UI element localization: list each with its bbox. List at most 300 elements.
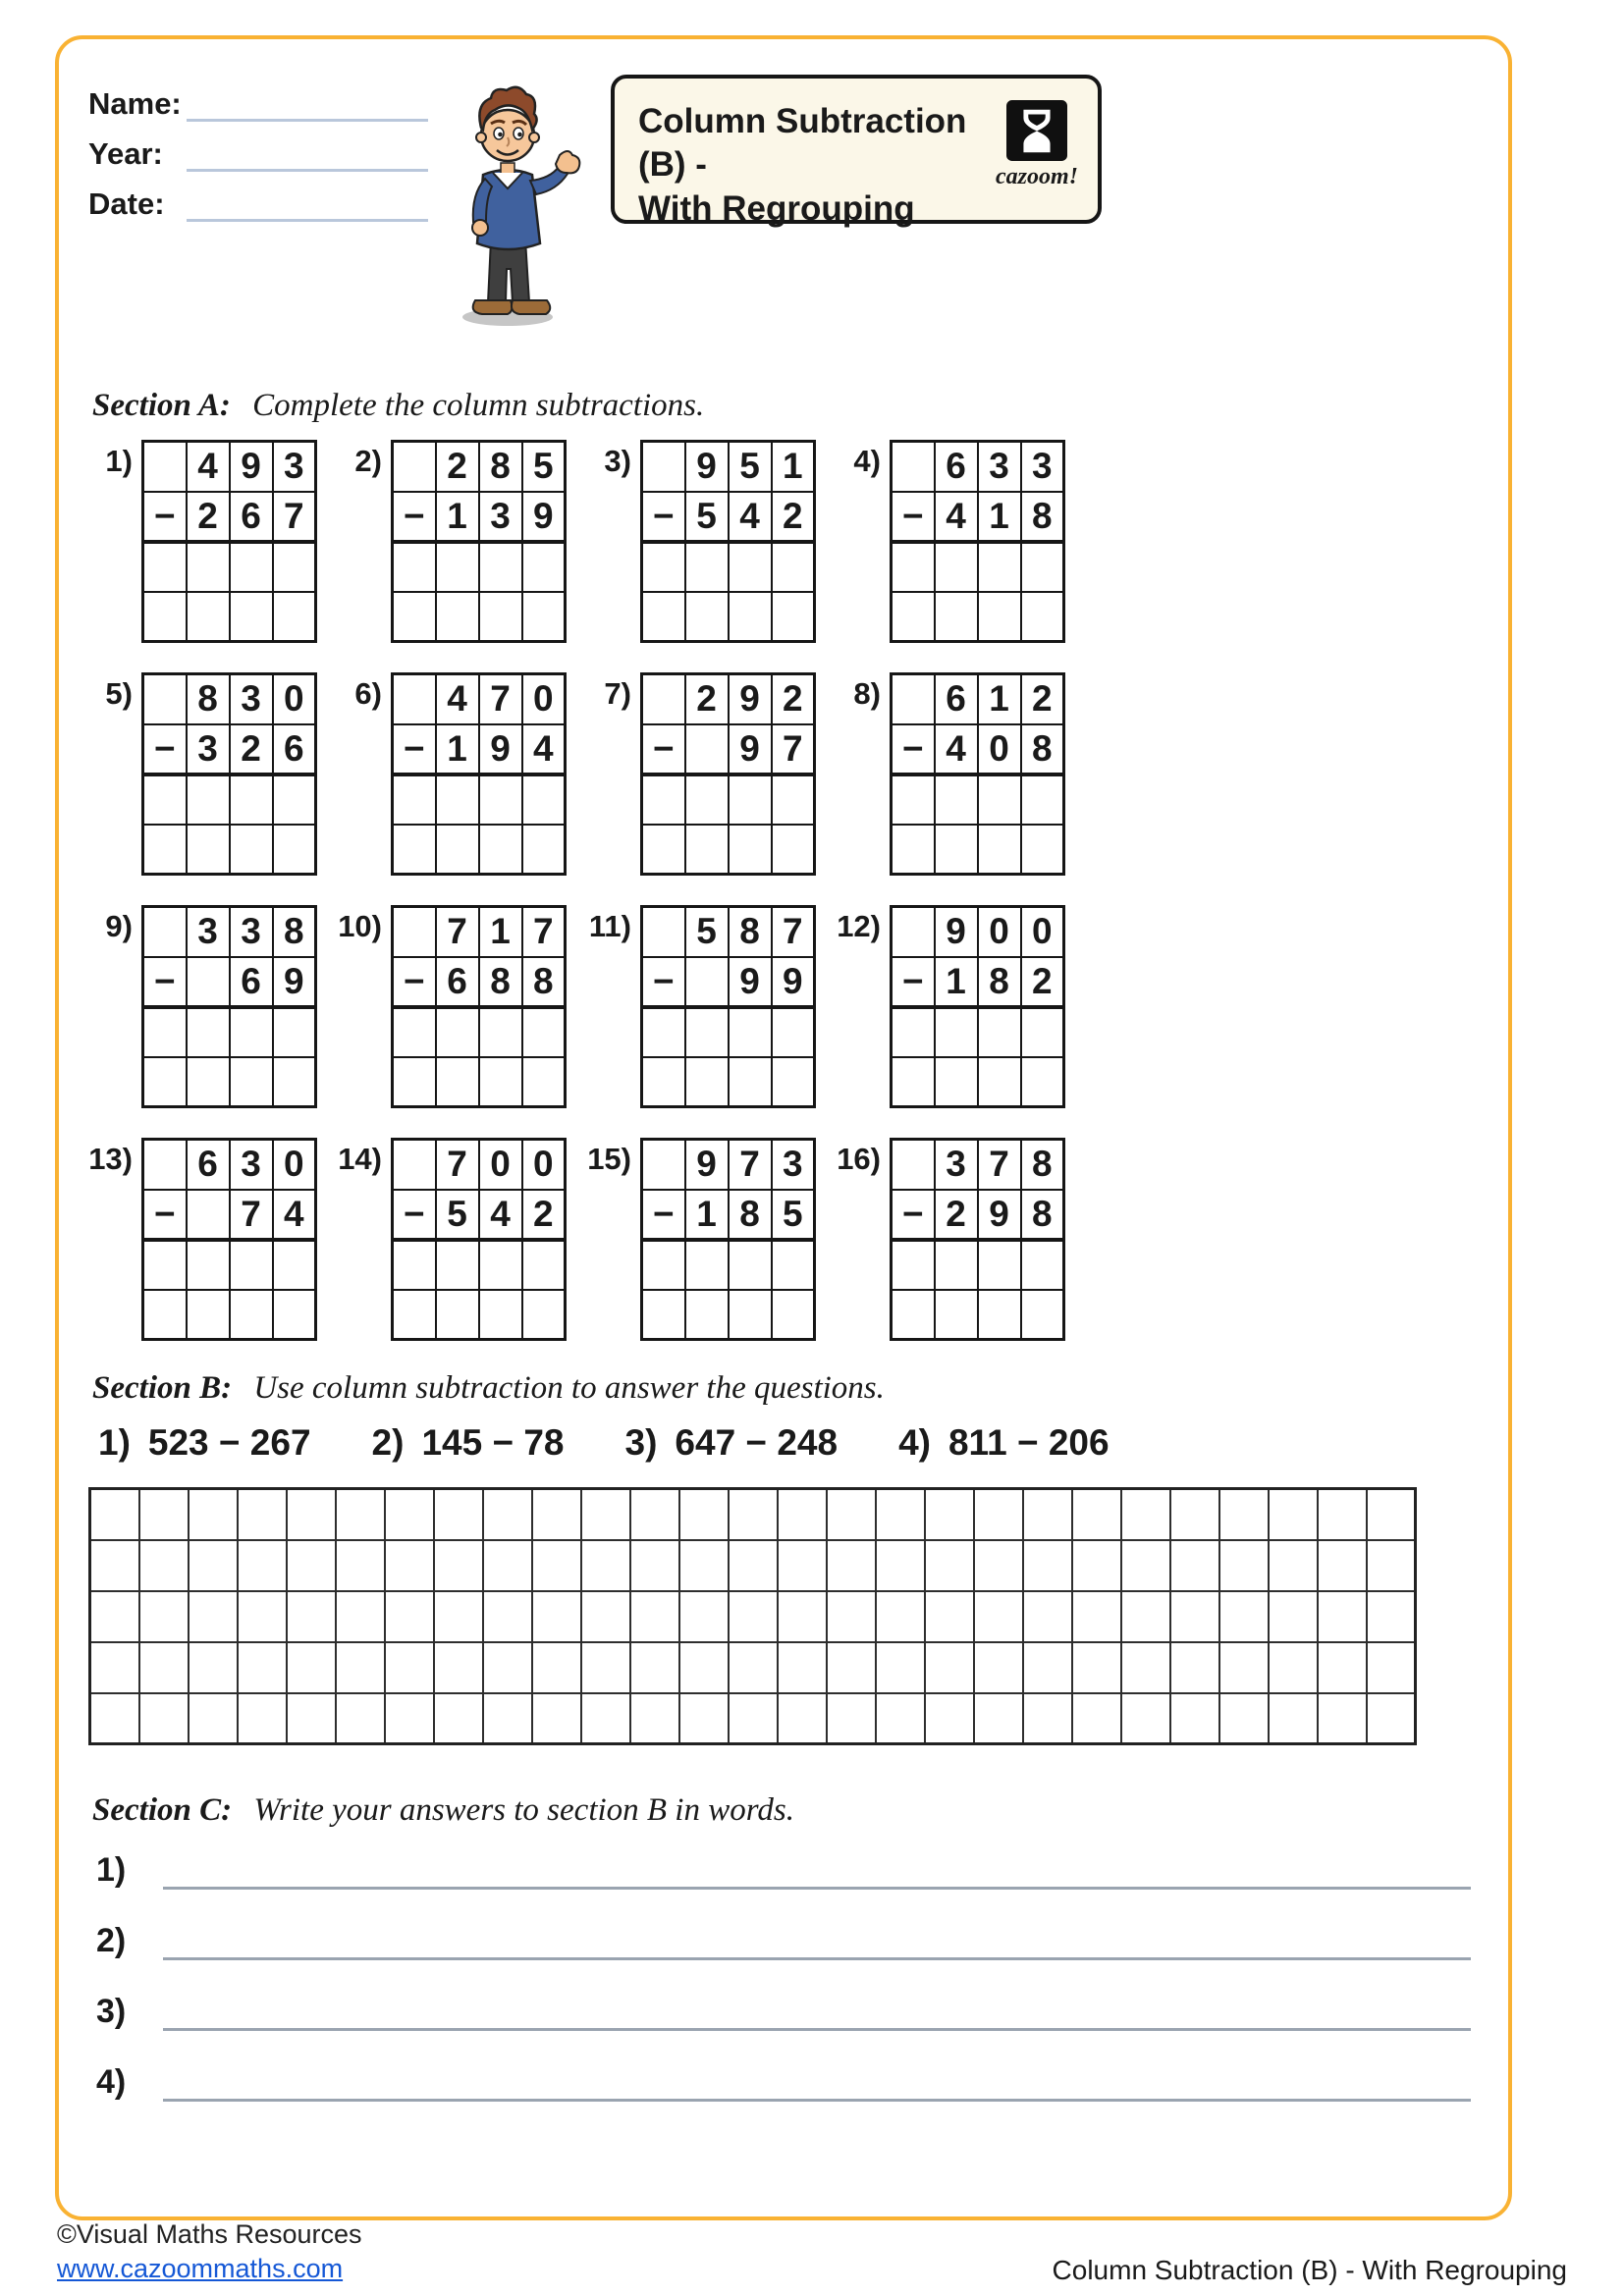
problem-cell <box>522 542 566 592</box>
problem-cell <box>892 1007 935 1057</box>
problem-cell <box>436 825 479 875</box>
problem-cell <box>642 825 685 875</box>
problem-cell: 6 <box>230 492 273 542</box>
problem-cell <box>685 724 729 774</box>
problem-cell: 2 <box>685 674 729 724</box>
problem-cell <box>729 1290 772 1340</box>
problem-cell: − <box>393 957 436 1007</box>
problem-cell: 9 <box>935 907 978 957</box>
year-field-row <box>88 136 428 172</box>
working-grid-cell <box>581 1693 630 1744</box>
answer-line <box>163 1986 1471 2031</box>
working-grid-cell <box>1121 1489 1170 1540</box>
section-a-heading <box>92 388 1475 424</box>
problem-cell <box>143 674 187 724</box>
working-grid-cell <box>1023 1540 1072 1591</box>
problem-cell: 2 <box>772 492 815 542</box>
problem-cell: 8 <box>187 674 230 724</box>
working-grid-cell <box>1269 1540 1318 1591</box>
problem-cell <box>273 1290 316 1340</box>
problem-cell: 2 <box>187 492 230 542</box>
problem-cell <box>935 1240 978 1290</box>
problem <box>338 905 587 1108</box>
problem-cell: 3 <box>772 1140 815 1190</box>
problem-cell <box>479 542 522 592</box>
problem-cell <box>642 542 685 592</box>
problem-cell <box>479 592 522 642</box>
problem-cell <box>230 542 273 592</box>
working-grid-cell <box>630 1693 679 1744</box>
problem-cell <box>1021 774 1064 825</box>
working-grid-cell <box>90 1489 139 1540</box>
problem-cell <box>892 1140 935 1190</box>
working-grid-cell <box>925 1693 974 1744</box>
problem-cell: 3 <box>187 724 230 774</box>
problem-label: 11) <box>588 909 631 943</box>
answer-row <box>96 1844 1471 1890</box>
problem-cell: 9 <box>522 492 566 542</box>
problem-cell <box>642 1290 685 1340</box>
problem-grid <box>890 905 1065 1108</box>
problem-cell: 5 <box>436 1190 479 1240</box>
working-grid-cell <box>1023 1642 1072 1693</box>
problem-cell: 9 <box>273 957 316 1007</box>
problem-cell: 4 <box>273 1190 316 1240</box>
problem-grid <box>141 905 317 1108</box>
problem-label: 14) <box>338 1142 382 1176</box>
student-fields <box>88 75 428 237</box>
problem-cell: 1 <box>935 957 978 1007</box>
problem-cell: 8 <box>479 957 522 1007</box>
problem-cell <box>393 1007 436 1057</box>
problem <box>587 905 837 1108</box>
problem-cell: 1 <box>685 1190 729 1240</box>
problem-cell: − <box>143 957 187 1007</box>
problem-cell: 4 <box>935 724 978 774</box>
working-grid-cell <box>532 1642 581 1693</box>
problem-cell: 8 <box>479 442 522 492</box>
problem-cell <box>729 1007 772 1057</box>
problem-cell <box>685 1057 729 1107</box>
working-grid-cell <box>1170 1540 1219 1591</box>
problem-cell <box>436 774 479 825</box>
working-grid-cell <box>434 1489 483 1540</box>
problem-grid <box>890 440 1065 643</box>
problem-cell: 3 <box>935 1140 978 1190</box>
problem-cell: 5 <box>685 492 729 542</box>
problems-row <box>88 905 1475 1108</box>
problem-cell <box>642 592 685 642</box>
working-grid-cell <box>679 1693 729 1744</box>
problem-cell: 4 <box>187 442 230 492</box>
working-grid-cell <box>679 1642 729 1693</box>
problem-cell: 4 <box>935 492 978 542</box>
problem-grid <box>640 905 816 1108</box>
problem-cell: − <box>892 724 935 774</box>
problem-grid <box>141 1138 317 1341</box>
answer-line <box>163 1844 1471 1890</box>
problem <box>587 440 837 643</box>
problem-cell: 8 <box>1021 492 1064 542</box>
year-line <box>187 138 428 172</box>
working-grid-cell <box>238 1540 287 1591</box>
problem-cell <box>685 592 729 642</box>
problem-cell <box>522 1240 566 1290</box>
working-grid-cell <box>1072 1642 1121 1693</box>
working-grid-cell <box>434 1693 483 1744</box>
problem-cell <box>143 825 187 875</box>
answer-row <box>96 2056 1471 2102</box>
problem-cell <box>772 592 815 642</box>
working-grid-cell <box>483 1642 532 1693</box>
problem-cell: 9 <box>729 957 772 1007</box>
problem-cell <box>393 1240 436 1290</box>
problems-row <box>88 440 1475 643</box>
date-line <box>187 188 428 222</box>
problem-cell <box>436 1057 479 1107</box>
problem-cell <box>273 1057 316 1107</box>
cazoom-logo <box>992 100 1082 208</box>
problem-cell <box>1021 592 1064 642</box>
section-c-instruction: Write your answers to section B in words. <box>253 1792 794 1828</box>
copyright-text: ©Visual Maths Resources <box>57 2218 362 2249</box>
problem-cell: − <box>393 1190 436 1240</box>
problem-cell <box>230 592 273 642</box>
problem-cell <box>729 825 772 875</box>
working-grid-cell <box>336 1642 385 1693</box>
problem-cell: 5 <box>729 442 772 492</box>
working-grid-cell <box>434 1642 483 1693</box>
working-grid-cell <box>189 1642 238 1693</box>
problem-cell <box>230 825 273 875</box>
section-b-instruction: Use column subtraction to answer the questions. <box>253 1370 885 1406</box>
problem-cell: 8 <box>1021 724 1064 774</box>
problem-cell <box>143 1057 187 1107</box>
problem-cell: 9 <box>230 442 273 492</box>
problem-cell: 6 <box>187 1140 230 1190</box>
working-grid-cell <box>1269 1693 1318 1744</box>
problems-row <box>88 672 1475 876</box>
problem-cell: 7 <box>522 907 566 957</box>
working-grid-cell <box>1318 1540 1367 1591</box>
question-label: 2) <box>371 1422 405 1463</box>
problem-grid <box>141 440 317 643</box>
problem-cell: 2 <box>1021 674 1064 724</box>
working-grid-cell <box>336 1693 385 1744</box>
problem-cell <box>772 542 815 592</box>
problem-cell <box>273 825 316 875</box>
working-grid-cell <box>778 1693 827 1744</box>
worksheet-title <box>638 100 992 228</box>
problem-cell: 3 <box>187 907 230 957</box>
problem-cell <box>772 1057 815 1107</box>
problem-cell: 7 <box>230 1190 273 1240</box>
problem-label: 10) <box>338 909 382 943</box>
working-grid-cell <box>1219 1540 1269 1591</box>
problem-cell <box>685 774 729 825</box>
working-grid-cell <box>385 1642 434 1693</box>
problem-cell: − <box>642 1190 685 1240</box>
section-b-label: Section B: <box>92 1370 233 1406</box>
problem-cell: 4 <box>436 674 479 724</box>
problem-cell <box>642 442 685 492</box>
problem-cell: 6 <box>436 957 479 1007</box>
working-grid-cell <box>1367 1693 1416 1744</box>
problem-cell: 3 <box>273 442 316 492</box>
working-grid-cell <box>1367 1591 1416 1642</box>
working-grid-cell <box>1367 1540 1416 1591</box>
working-grid-cell <box>336 1540 385 1591</box>
working-grid-cell <box>1072 1591 1121 1642</box>
working-grid-cell <box>876 1693 925 1744</box>
question-label: 4) <box>898 1422 931 1463</box>
problem-cell <box>1021 542 1064 592</box>
worksheet-title-line2: With Regrouping <box>638 188 915 228</box>
problem <box>338 1138 587 1341</box>
problem-cell <box>978 1057 1021 1107</box>
problem-cell <box>1021 1007 1064 1057</box>
problem-cell: − <box>892 492 935 542</box>
problem-grid <box>640 672 816 876</box>
working-grid-cell <box>876 1642 925 1693</box>
problem-cell: − <box>143 1190 187 1240</box>
working-grid-cell <box>1170 1642 1219 1693</box>
problem-cell: 1 <box>772 442 815 492</box>
problem-cell <box>187 542 230 592</box>
working-grid-cell <box>1023 1489 1072 1540</box>
problem-label: 2) <box>354 444 382 478</box>
problem-cell: 0 <box>522 1140 566 1190</box>
working-grid-cell <box>139 1540 189 1591</box>
cazoommaths-link[interactable]: www.cazoommaths.com <box>57 2253 344 2283</box>
header <box>88 75 1475 335</box>
problem-cell <box>772 774 815 825</box>
working-grid-cell <box>974 1642 1023 1693</box>
working-grid-cell <box>778 1489 827 1540</box>
problem-cell <box>273 1240 316 1290</box>
problem-cell: 9 <box>772 957 815 1007</box>
problem-cell <box>187 1190 230 1240</box>
problem-cell: 4 <box>479 1190 522 1240</box>
working-grid-cell <box>1121 1540 1170 1591</box>
problem-cell <box>479 825 522 875</box>
problem-cell: 9 <box>479 724 522 774</box>
problem-cell: 2 <box>935 1190 978 1240</box>
working-grid-cell <box>385 1591 434 1642</box>
problem-cell: 6 <box>935 442 978 492</box>
problem-label: 3) <box>604 444 631 478</box>
section-a-problem-rows <box>88 440 1475 1341</box>
problem-cell <box>935 1290 978 1340</box>
name-field-row <box>88 86 428 122</box>
problem-cell <box>187 825 230 875</box>
problem-cell: 0 <box>273 1140 316 1190</box>
problem-cell: 1 <box>436 492 479 542</box>
problem-cell <box>230 1057 273 1107</box>
problem-cell: 8 <box>729 1190 772 1240</box>
answer-label: 2) <box>96 1922 127 1959</box>
problem-grid <box>391 1138 567 1341</box>
working-grid-cell <box>139 1642 189 1693</box>
problem-cell <box>978 542 1021 592</box>
problems-row <box>88 1138 1475 1341</box>
problem-cell <box>685 825 729 875</box>
cartoon-boy-illustration <box>434 75 601 335</box>
problem-cell <box>729 774 772 825</box>
question-expression: 811 − 206 <box>947 1422 1110 1463</box>
problem-cell: − <box>393 492 436 542</box>
year-label: Year: <box>88 136 163 171</box>
answer-line <box>163 1915 1471 1960</box>
problem-label: 12) <box>837 909 881 943</box>
problem-cell: 9 <box>685 442 729 492</box>
problem-cell <box>685 1007 729 1057</box>
problem-cell <box>1021 825 1064 875</box>
problem-cell <box>393 442 436 492</box>
working-grid-cell <box>1170 1489 1219 1540</box>
problem-cell <box>892 825 935 875</box>
working-grid-cell <box>581 1642 630 1693</box>
problem-cell <box>729 542 772 592</box>
problem-cell: 0 <box>978 907 1021 957</box>
problem-cell <box>393 825 436 875</box>
problem-cell <box>230 774 273 825</box>
working-grid-cell <box>385 1489 434 1540</box>
problem-cell: 8 <box>273 907 316 957</box>
problem-cell: 3 <box>230 674 273 724</box>
problem-cell <box>892 442 935 492</box>
working-grid-cell <box>974 1693 1023 1744</box>
problem-grid <box>391 672 567 876</box>
working-grid-cell <box>974 1489 1023 1540</box>
answer-label: 4) <box>96 2063 127 2101</box>
problem-label: 13) <box>88 1142 133 1176</box>
working-grid-cell <box>139 1489 189 1540</box>
problem <box>837 672 1086 876</box>
working-grid-cell <box>630 1540 679 1591</box>
problem-cell <box>273 774 316 825</box>
problem-grid <box>640 1138 816 1341</box>
problem-cell: 8 <box>729 907 772 957</box>
problem-cell <box>892 542 935 592</box>
problem <box>88 905 338 1108</box>
date-field-row <box>88 187 428 222</box>
problem-cell <box>642 1007 685 1057</box>
working-grid-cell <box>483 1591 532 1642</box>
section-c-lines <box>88 1844 1475 2102</box>
problem-cell <box>187 1057 230 1107</box>
problem <box>88 672 338 876</box>
working-grid-cell <box>778 1540 827 1591</box>
problem-cell: 6 <box>273 724 316 774</box>
problem-cell: − <box>143 492 187 542</box>
problem-cell <box>642 1057 685 1107</box>
problem-cell <box>978 1290 1021 1340</box>
problem-cell <box>273 1007 316 1057</box>
working-grid-cell <box>729 1489 778 1540</box>
working-grid-cell <box>1219 1642 1269 1693</box>
working-grid-cell <box>679 1591 729 1642</box>
footer-worksheet-name: Column Subtraction (B) - With Regrouping <box>1052 2255 1567 2285</box>
problem-cell <box>772 825 815 875</box>
problem-grid <box>890 1138 1065 1341</box>
working-grid-cell <box>90 1693 139 1744</box>
problem-cell <box>772 1290 815 1340</box>
problem-cell <box>892 1240 935 1290</box>
problem-cell: 7 <box>772 907 815 957</box>
problem-label: 8) <box>853 676 881 711</box>
problem-label: 15) <box>587 1142 631 1176</box>
problem-cell: 6 <box>935 674 978 724</box>
problem-cell <box>230 1240 273 1290</box>
problem-cell <box>685 1290 729 1340</box>
problem-cell: 5 <box>522 442 566 492</box>
working-grid-cell <box>238 1489 287 1540</box>
problem-cell <box>978 1240 1021 1290</box>
problem-cell <box>729 1240 772 1290</box>
problem-cell <box>143 907 187 957</box>
problem-cell <box>522 1007 566 1057</box>
problem <box>837 905 1086 1108</box>
section-b-heading <box>92 1370 1475 1407</box>
problem-cell <box>143 1240 187 1290</box>
working-grid-cell <box>90 1642 139 1693</box>
problem-cell <box>978 592 1021 642</box>
question-expression: 145 − 78 <box>421 1422 565 1463</box>
working-grid-cell <box>139 1693 189 1744</box>
working-grid-cell <box>90 1591 139 1642</box>
name-line <box>187 88 428 122</box>
working-grid-cell <box>974 1591 1023 1642</box>
working-grid-cell <box>336 1489 385 1540</box>
working-grid-cell <box>287 1693 336 1744</box>
problem-cell <box>892 674 935 724</box>
problem-cell: − <box>642 724 685 774</box>
problem <box>338 672 587 876</box>
working-grid-cell <box>1072 1540 1121 1591</box>
problem-cell: 9 <box>729 674 772 724</box>
problem-cell: 7 <box>479 674 522 724</box>
working-grid-cell <box>1219 1489 1269 1540</box>
hourglass-icon <box>1006 100 1067 161</box>
problem-cell <box>1021 1240 1064 1290</box>
problem-cell <box>935 774 978 825</box>
problem-cell <box>393 1140 436 1190</box>
problem-grid <box>391 905 567 1108</box>
problem-cell <box>729 1057 772 1107</box>
problem-cell <box>685 957 729 1007</box>
problem-cell <box>436 1290 479 1340</box>
answer-label: 1) <box>96 1851 127 1889</box>
problem-cell: 0 <box>522 674 566 724</box>
working-grid-cell <box>1072 1693 1121 1744</box>
working-grid-cell <box>1318 1693 1367 1744</box>
working-grid-cell <box>827 1540 876 1591</box>
working-grid-cell <box>630 1489 679 1540</box>
working-grid-cell <box>925 1642 974 1693</box>
date-label: Date: <box>88 187 165 221</box>
problem-cell <box>892 1057 935 1107</box>
problem-cell <box>642 907 685 957</box>
problem-grid <box>391 440 567 643</box>
working-grid-cell <box>238 1693 287 1744</box>
problem-label: 1) <box>105 444 133 478</box>
problem-cell <box>642 774 685 825</box>
problem-cell <box>522 825 566 875</box>
working-grid-cell <box>189 1540 238 1591</box>
working-grid-cell <box>1023 1693 1072 1744</box>
working-grid-cell <box>238 1591 287 1642</box>
